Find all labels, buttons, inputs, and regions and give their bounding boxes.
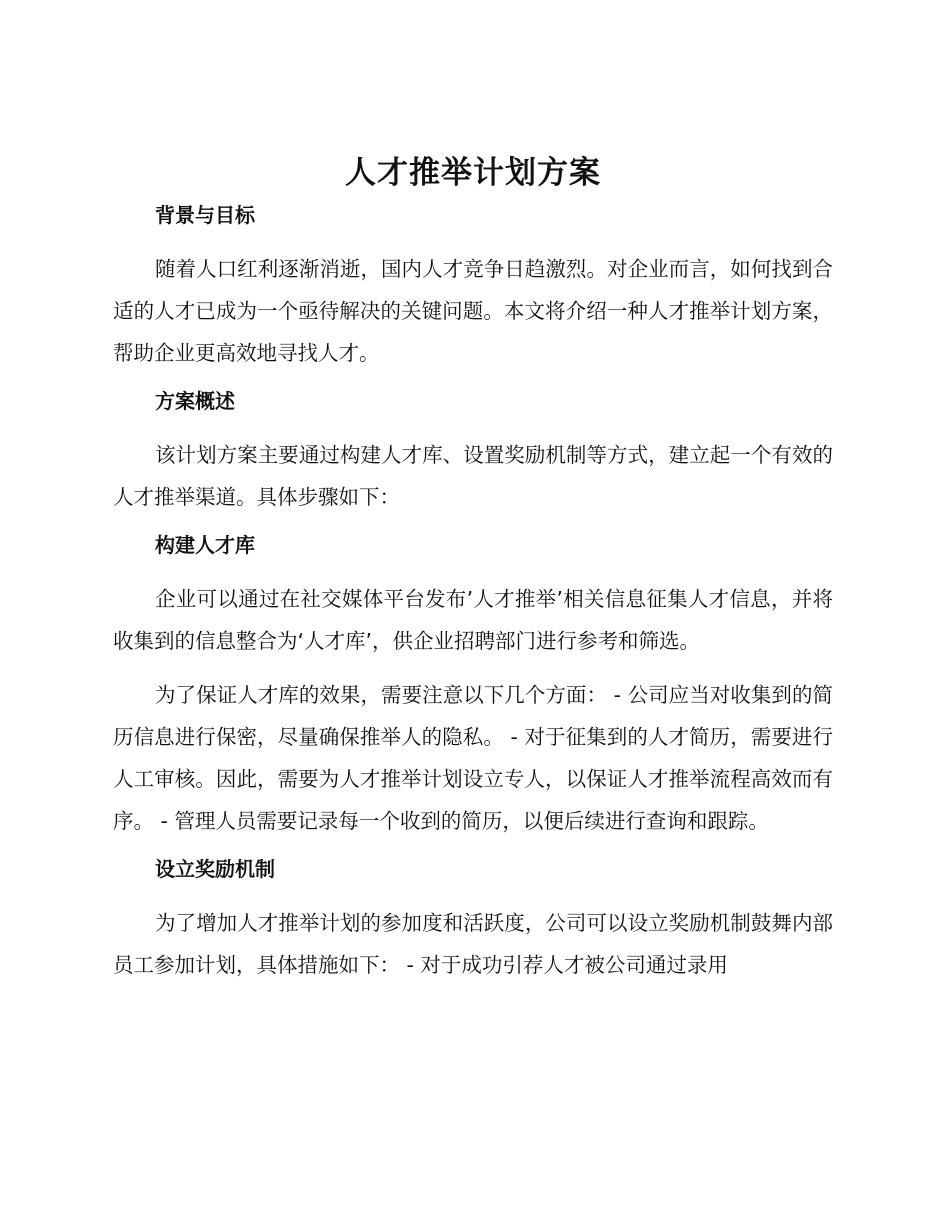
paragraph: 为了增加人才推举计划的参加度和活跃度，公司可以设立奖励机制鼓舞内部员工参加计划，具体措施如下： - 对于成功引荐人才被公司通过录用 xyxy=(113,911,833,977)
section-overview xyxy=(113,386,833,518)
section-heading: 设立奖励机制 xyxy=(155,857,275,881)
section-heading: 方案概述 xyxy=(155,389,235,413)
section-talent-pool xyxy=(113,530,833,842)
section-heading: 背景与目标 xyxy=(155,203,255,227)
document-page xyxy=(113,150,833,998)
document-title: 人才推举计划方案 xyxy=(345,155,601,191)
paragraph: 随着人口红利逐渐消逝，国内人才竞争日趋激烈。对企业而言，如何找到合适的人才已成为一个亟待解决的关键问题。本文将介绍一种人才推举计划方案，帮助企业更高效地寻找人才。 xyxy=(113,257,833,365)
section-reward-mechanism xyxy=(113,854,833,986)
paragraph: 为了保证人才库的效果，需要注意以下几个方面： - 公司应当对收集到的简历信息进行保密，尽量确保推举人的隐私。 - 对于征集到的人才简历，需要进行人工审核。因此，需要为人才推举计划设立专人，以保证人才推举流程高效而有序。 - 管理人员需要记录每一个收到的简历，以便后续进行查询和跟踪。 xyxy=(113,683,833,833)
section-heading: 构建人才库 xyxy=(155,533,255,557)
paragraph: 企业可以通过在社交媒体平台发布’人才推举’相关信息征集人才信息，并将收集到的信息整合为‘人才库’，供企业招聘部门进行参考和筛选。 xyxy=(113,587,833,653)
paragraph: 该计划方案主要通过构建人才库、设置奖励机制等方式，建立起一个有效的人才推举渠道。具体步骤如下： xyxy=(113,443,833,509)
section-background xyxy=(113,200,833,374)
